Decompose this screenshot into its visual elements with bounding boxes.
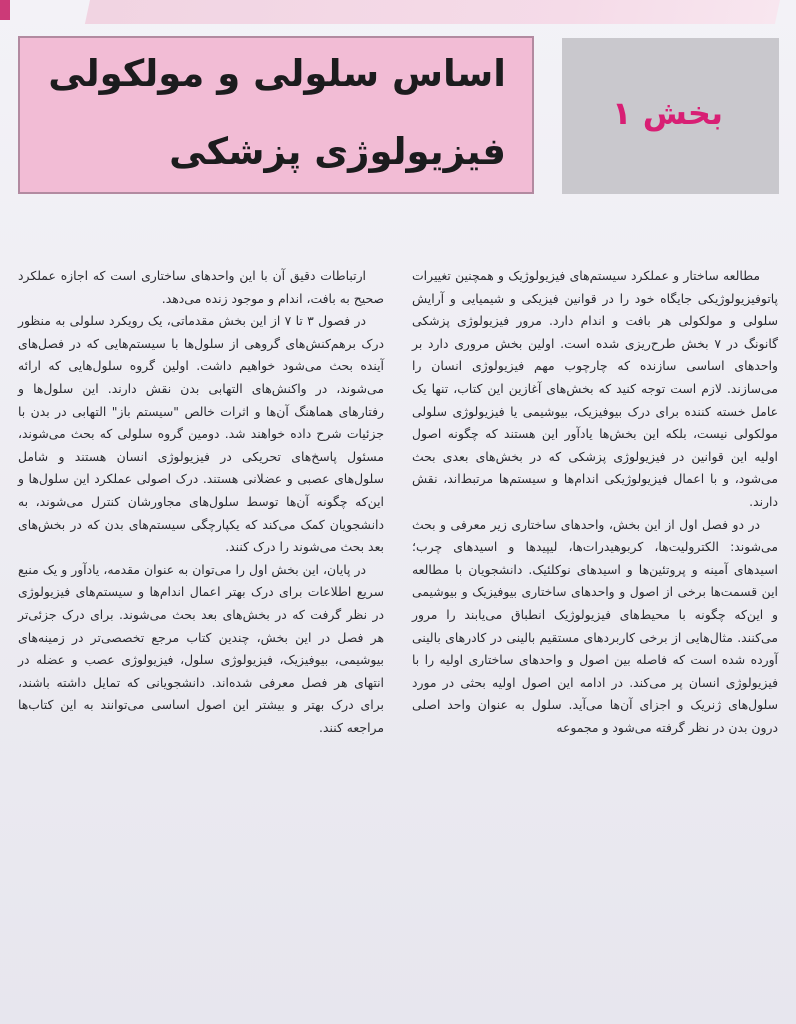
top-decorative-band (85, 0, 780, 24)
chapter-title-line-1: اساس سلولی و مولکولی (48, 52, 506, 95)
paragraph: مطالعه ساختار و عملکرد سیستم‌های فیزیولوژیک و همچنین تغییرات پاتوفیزیولوژیکی جایگاه خود را در قوانین فیزیکی و شیمیایی و آرایش سلولی و مولکولی هر بافت و اندام دارد. مرور فیزیولوژی پزشکی گانونگ در ۷ بخش طرح‌ریزی شده است. اولین بخش مروری دارد بر واحدهای اساسی سازنده که چارچوب مهم فیزیولوژی انسان را می‌سازند. لازم است توجه کنید که بخش‌های آغازین این کتاب، تنها یک عامل خسته کننده برای درک بیوفیزیک، بیوشیمی یا فیزیولوژی سلولی مولکولی نیست، بلکه این بخش‌ها یادآور این هستند که چگونه اصول اولیه این قوانین در فیزیولوژی پزشکی که در بخش‌های بعدی بحث می‌شود، و با اعمال فیزیولوژیکی اندام‌ها و سیستم‌ها مرتبط‌اند، نقش دارند. (412, 268, 778, 509)
chapter-title-box (18, 36, 534, 194)
body-column-left (18, 265, 384, 739)
chapter-title-line-2: فیزیولوژی پزشکی (169, 130, 506, 173)
paragraph: در پایان، این بخش اول را می‌توان به عنوان مقدمه، یادآور و یک منبع سریع اطلاعات برای درک بهتر اعمال اندام‌ها و سیستم‌های فیزیولوژی در نظر گرفت که در بخش‌های بعد بحث می‌شوند. برای درک جزئی‌تر هر فصل در این بخش، چندین کتاب مرجع تخصصی‌تر در زمینه‌های بیوشیمی، بیوفیزیک، فیزیولوژی سلول، فیزیولوژی عصب و عضله در انتهای هر فصل معرفی شده‌اند. دانشجویانی که تمایل داشته باشند، برای درک بهتر و بیشتر این اصول اساسی می‌توانند به این کتاب‌ها مراجعه کنند. (18, 561, 384, 735)
part-label-box (562, 38, 779, 194)
corner-accent-mark (0, 0, 10, 20)
page-bottom-fade (0, 900, 796, 1024)
paragraph: در فصول ۳ تا ۷ از این بخش مقدماتی، یک رویکرد سلولی به منظور درک برهم‌کنش‌های گروهی از سلول‌ها با سیستم‌هایی که در فصل‌های آینده بحث می‌شود خواهیم داشت. اولین گروه سلول‌هایی که ارائه می‌شوند، در واکنش‌های التهابی بدن نقش دارند. این سلول‌ها و رفتارهای هماهنگ آن‌ها و اثرات خالص "سیستم باز" التهابی در بدن با جزئیات شرح داده خواهند شد. دومین گروه سلولی که بحث می‌شوند، مسئول پاسخ‌های تحریکی در فیزیولوژی انسان هستند و شامل سلول‌های عصبی و عضلانی هستند. درک اصولی عملکرد این سلول‌ها و این‌که چگونه آن‌ها توسط سلول‌های مجاورشان کنترل می‌شوند، به دانشجویان کمک می‌کند که یکپارچگی سیستم‌های بدن که در بخش‌های بعد بحث می‌شوند را درک کنند. (18, 313, 384, 555)
body-column-right (412, 265, 778, 739)
paragraph: در دو فصل اول از این بخش، واحدهای ساختاری زیر معرفی و بحث می‌شوند: الکترولیت‌ها، کربوهیدرات‌ها، لیپیدها و اسیدهای چرب؛ اسیدهای آمینه و پروتئین‌ها و اسیدهای نوکلئیک. دانشجویان با مطالعه این قسمت‌ها برخی از اصول و واحدهای ساختاری بیوفیزیک و بیوشیمی و این‌که چگونه با محیط‌های فیزیولوژیک انطباق می‌یابند را مرور می‌کنند. مثال‌هایی از برخی کاربردهای مستقیم بالینی در کادرهای بالینی آورده شده است که فاصله بین اصول و واحدهای ساختاری اولیه را با فیزیولوژی انسان پر می‌کند. در ادامه این اصول اولیه بحثی در مورد سلول‌های ژنریک و اجزای آن‌ها می‌آید. سلول به عنوان واحد اصلی درون بدن در نظر گرفته می‌شود و مجموعه (412, 516, 778, 735)
paragraph: ارتباطات دقیق آن با این واحدهای ساختاری است که اجازه عملکرد صحیح به بافت، اندام و موجود زنده می‌دهد. (18, 268, 384, 306)
part-number-label: بخش ۱ (612, 94, 723, 132)
